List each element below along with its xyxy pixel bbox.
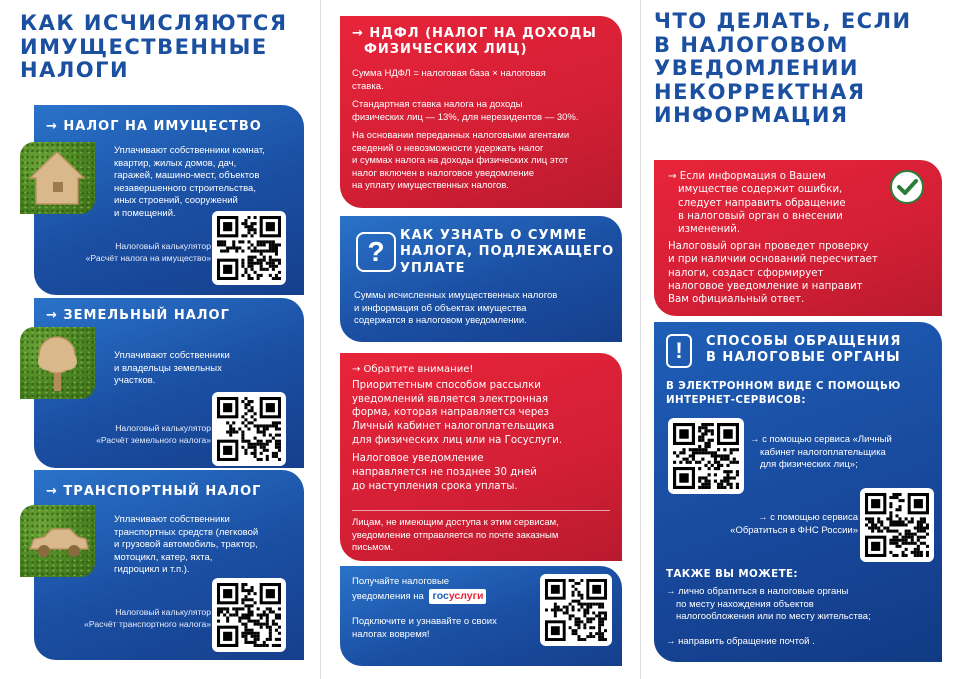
contact-ways-card bbox=[654, 322, 942, 662]
ndfl-text: Сумма НДФЛ = налоговая база × налоговая ставка. Стандартная ставка налога на доходы физических лиц — 13%, для нерезидентов — 30%. На основании переданных налоговыми агентами сведений о невозможности удержать налог и суммах налога на доходы физических лиц этот налог включен в налоговое уведомление на уплату имущественных налогов. bbox=[352, 68, 579, 192]
ndfl-card bbox=[340, 16, 622, 208]
transport-tax-text: Уплачивают собственники транспортных средств (легковой и грузовой автомобиль, трактор, мотоцикл, катер, яхта, гидроцикл и т.п.). bbox=[114, 514, 259, 576]
service-fns-text[interactable]: → с помощью сервиса «Обратиться в ФНС России» bbox=[730, 512, 858, 536]
gosuslugi-qr-code[interactable] bbox=[540, 574, 612, 646]
attention-text: Приоритетным способом рассылки уведомлений является электронная форма, которая направляется через Личный кабинет налогоплательщика для физических лиц или на Госуслуги. Налоговое уведомление направляется не позднее 30 дней до наступления срока уплаты. bbox=[352, 380, 563, 492]
fns-qr-code[interactable] bbox=[860, 488, 934, 562]
also-title: ТАКЖЕ ВЫ МОЖЕТЕ: bbox=[666, 568, 798, 580]
property-tax-text: Уплачивают собственники комнат, квартир, жилых домов, дач, гаражей, машино-мест, объектов незавершенного строительства, иных строений, сооружений и помещений. bbox=[114, 145, 265, 219]
divider bbox=[352, 510, 610, 511]
howto-card bbox=[340, 216, 622, 342]
transport-calc-label[interactable]: Налоговый калькулятор «Расчёт транспортного налога» bbox=[84, 607, 211, 630]
house-icon bbox=[20, 142, 95, 214]
also-mail: → направить обращение почтой . bbox=[666, 636, 815, 647]
middle-panel bbox=[320, 0, 640, 679]
question-icon: ? bbox=[356, 232, 396, 272]
transport-qr-code[interactable] bbox=[212, 578, 286, 652]
car-icon bbox=[20, 505, 95, 577]
right-heading: ЧТО ДЕЛАТЬ, ЕСЛИ В НАЛОГОВОМ УВЕДОМЛЕНИИ НЕКОРРЕКТНАЯ ИНФОРМАЦИЯ bbox=[654, 9, 912, 128]
attention-title: → Обратите внимание! bbox=[352, 364, 474, 375]
service-lk-text[interactable]: → с помощью сервиса «Личный кабинет налогоплательщика для физических лиц»; bbox=[750, 434, 892, 471]
errors-text: → Если информация о Вашем имуществе содержит ошибки, следует направить обращение в налоговый орган о внесении изменений. bbox=[668, 171, 846, 235]
land-tax-text: Уплачивают собственники и владельцы земельных участков. bbox=[114, 350, 230, 387]
also-in-person: → лично обратиться в налоговые органы по месту нахождения объектов налогообложения или по месту жительства; bbox=[666, 586, 871, 623]
right-panel bbox=[640, 0, 960, 679]
attention-card bbox=[340, 353, 622, 561]
errors-card bbox=[654, 160, 942, 316]
contact-ways-title: СПОСОБЫ ОБРАЩЕНИЯ В НАЛОГОВЫЕ ОРГАНЫ bbox=[706, 334, 902, 366]
howto-text: Суммы исчисленных имущественных налогов и информация об объектах имущества содержатся в налоговом уведомлении. bbox=[354, 290, 558, 327]
transport-tax-title: → ТРАНСПОРТНЫЙ НАЛОГ bbox=[46, 484, 262, 499]
left-heading: КАК ИСЧИСЛЯЮТСЯ ИМУЩЕСТВЕННЫЕ НАЛОГИ bbox=[20, 11, 288, 83]
online-services-title: В ЭЛЕКТРОННОМ ВИДЕ С ПОМОЩЬЮ ИНТЕРНЕТ-СЕРВИСОВ: bbox=[666, 380, 901, 406]
gosuslugi-text: Получайте налоговые уведомления на госуслуги bbox=[352, 576, 542, 604]
property-tax-title: → НАЛОГ НА ИМУЩЕСТВО bbox=[46, 119, 262, 134]
tree-icon bbox=[20, 327, 95, 399]
gosuslugi-subtext: Подключите и узнавайте о своих налогах вовремя! bbox=[352, 616, 497, 640]
property-calc-label[interactable]: Налоговый калькулятор «Расчёт налога на имущество» bbox=[85, 241, 211, 264]
gosuslugi-card bbox=[340, 566, 622, 666]
exclamation-icon: ! bbox=[666, 334, 692, 368]
gosuslugi-logo[interactable]: госуслуги bbox=[429, 589, 486, 605]
errors-text-2: Налоговый орган проведет проверку и при наличии оснований пересчитает налоги, создаст сформирует налоговое уведомление и направит Вам официальный ответ. bbox=[668, 241, 878, 305]
left-panel bbox=[0, 0, 320, 679]
land-qr-code[interactable] bbox=[212, 392, 286, 466]
land-tax-title: → ЗЕМЕЛЬНЫЙ НАЛОГ bbox=[46, 308, 230, 323]
howto-title: КАК УЗНАТЬ О СУММЕ НАЛОГА, ПОДЛЕЖАЩЕГО УПЛАТЕ bbox=[400, 228, 615, 276]
property-qr-code[interactable] bbox=[212, 211, 286, 285]
ndfl-title: → НДФЛ (НАЛОГ НА ДОХОДЫ ФИЗИЧЕСКИХ ЛИЦ) bbox=[352, 26, 597, 58]
attention-mail-text: Лицам, не имеющим доступа к этим сервисам, уведомление отправляется по почте заказным письмом. bbox=[352, 517, 559, 554]
lk-qr-code[interactable] bbox=[668, 418, 744, 494]
land-calc-label[interactable]: Налоговый калькулятор «Расчёт земельного налога» bbox=[96, 423, 211, 446]
